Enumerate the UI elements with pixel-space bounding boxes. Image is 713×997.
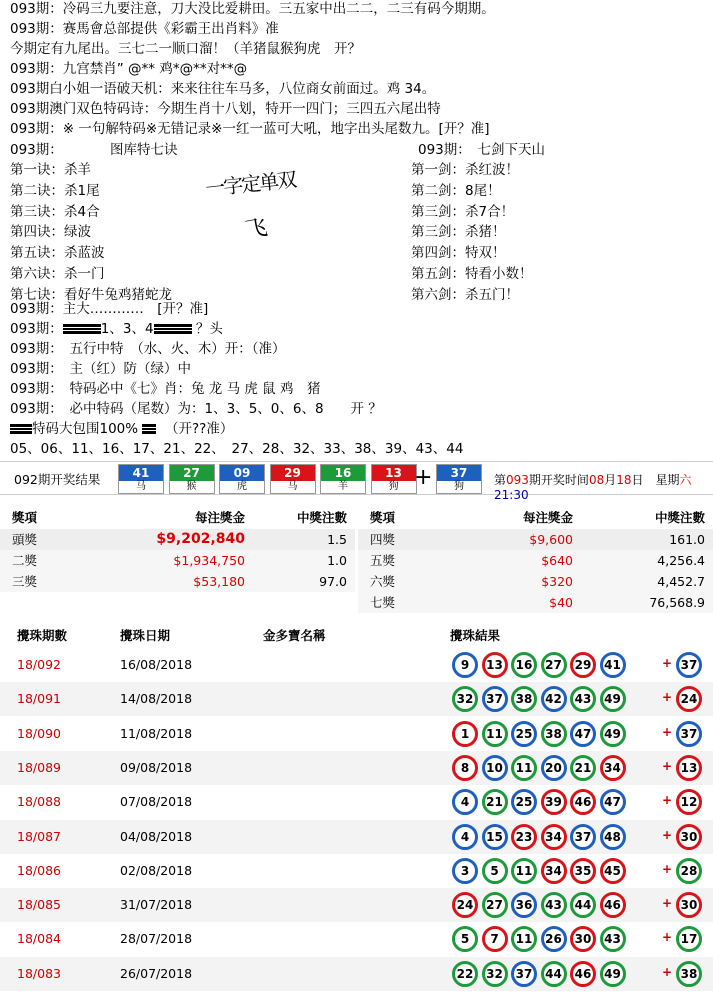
result-ball	[320, 464, 366, 494]
plus-icon: +	[414, 465, 433, 490]
lottery-ball: 1	[452, 721, 478, 747]
table-row	[0, 854, 713, 888]
lottery-ball: 9	[452, 652, 478, 678]
lottery-ball: 47	[600, 789, 626, 815]
lottery-ball: 45	[600, 858, 626, 884]
lottery-ball: 49	[600, 686, 626, 712]
table-row	[0, 785, 713, 819]
right-title: 093期： 七剑下天山	[418, 142, 546, 158]
ball-number: 37	[437, 465, 481, 481]
handwriting-line-1: 一字定单双	[204, 167, 297, 201]
lottery-ball: 49	[600, 721, 626, 747]
prize-count: 97.0	[319, 574, 347, 589]
left-list-item: 第三诀：杀4合	[10, 203, 100, 220]
prize-count: 161.0	[669, 532, 705, 547]
prize-header-row	[0, 507, 355, 528]
special-ball: 30	[676, 824, 702, 850]
header-period: 攪珠期數	[17, 628, 68, 643]
prize-count: 中獎注數	[654, 510, 705, 525]
prize-amount: $9,600	[529, 532, 573, 547]
lottery-ball: 42	[541, 686, 567, 712]
special-ball: 12	[676, 789, 702, 815]
prize-row	[358, 550, 713, 571]
lottery-ball: 43	[600, 926, 626, 952]
lottery-ball: 11	[511, 858, 537, 884]
draw-period: 18/092	[17, 657, 61, 672]
table-row	[0, 648, 713, 682]
ball-number: 41	[119, 465, 163, 481]
ball-zodiac: 狗	[454, 481, 464, 492]
header-jackpot: 金多寶名稱	[263, 628, 326, 643]
lottery-ball: 38	[541, 721, 567, 747]
prize-amount: $9,202,840	[156, 531, 245, 547]
special-ball: 37	[676, 721, 702, 747]
last-result-label: 092期开奖结果	[14, 472, 101, 487]
draw-period: 18/087	[17, 828, 61, 844]
ball-number: 16	[321, 465, 365, 481]
draw-date: 31/07/2018	[120, 897, 193, 913]
prize-row	[0, 571, 355, 592]
bars-middle: 1、3、4	[100, 321, 154, 337]
text-wuxing: 093期： 五行中特 （水、火、木）开：（准）	[10, 341, 286, 357]
lottery-ball: 38	[511, 686, 537, 712]
left-title: 093期： 图库特七诀	[10, 142, 178, 158]
draw-date: 26/07/2018	[120, 965, 193, 981]
lottery-ball: 13	[482, 652, 508, 678]
ball-number: 29	[271, 465, 315, 481]
header-date: 攪珠日期	[120, 628, 171, 643]
special-ball: 28	[676, 858, 702, 884]
left-list-item: 第六诀：杀一门	[10, 266, 105, 282]
plus-icon: +	[662, 793, 673, 808]
lottery-ball: 48	[600, 824, 626, 850]
draw-date: 09/08/2018	[120, 759, 193, 775]
lottery-ball: 34	[600, 755, 626, 781]
lottery-ball: 15	[482, 824, 508, 850]
result-ball	[219, 464, 265, 494]
ball-zodiac: 马	[287, 481, 298, 492]
left-list-item: 第四诀：绿波	[10, 224, 91, 241]
last-result-bar	[0, 461, 713, 502]
lottery-ball: 43	[570, 686, 596, 712]
prize-count: 4,256.4	[657, 553, 705, 568]
plus-icon: +	[662, 690, 673, 705]
ball-zodiac: 羊	[338, 481, 348, 492]
prize-amount: $320	[541, 574, 573, 589]
lottery-ball: 29	[570, 652, 596, 678]
prize-item: 三獎	[12, 574, 38, 589]
prize-amount: $53,180	[193, 574, 245, 589]
bars-decoration	[63, 324, 101, 334]
lottery-ball: 5	[452, 926, 478, 952]
table-row	[0, 888, 713, 922]
prize-count: 4,452.7	[657, 574, 705, 589]
prize-amount: $640	[541, 553, 573, 568]
lottery-ball: 44	[570, 892, 596, 918]
lottery-ball: 24	[452, 892, 478, 918]
lottery-ball: 34	[541, 824, 567, 850]
lottery-ball: 20	[541, 755, 567, 781]
draw-period: 18/086	[17, 862, 61, 878]
lottery-ball: 8	[452, 755, 478, 781]
ball-number: 13	[372, 465, 416, 481]
right-list-item: 第四剑：特双！	[411, 245, 506, 262]
prize-row	[0, 529, 355, 550]
baowei-suffix: （开??准）	[165, 421, 234, 437]
next-draw-info: 第093期开奖时间08月18日 星期六21:30	[494, 473, 692, 502]
text-shengxiao: 093期： 特码必中《七》肖：兔 龙 马 虎 鼠 鸡 猪	[10, 381, 321, 397]
table-row	[0, 717, 713, 751]
draw-period: 18/083	[17, 965, 61, 981]
prize-row	[0, 550, 355, 571]
prize-item: 獎項	[12, 510, 38, 525]
lottery-ball: 46	[570, 789, 596, 815]
ball-zodiac: 猴	[186, 481, 197, 492]
lottery-ball: 41	[600, 652, 626, 678]
text-line-6: 093期澳门双色特码诗：今期生肖十八划，特开一四门；三四五六尾出特	[10, 101, 441, 117]
draw-period: 18/090	[17, 725, 61, 741]
lottery-ball: 11	[511, 755, 537, 781]
right-list-item: 第三剑：杀7合！	[411, 203, 515, 220]
lottery-ball: 21	[570, 755, 596, 781]
left-list-item: 第七诀：看好牛兔鸡猪蛇龙	[10, 286, 172, 303]
ball-zodiac: 马	[136, 481, 146, 492]
text-numbers: 05、06、11、16、17、21、22、 27、28、32、33、38、39、43、44	[10, 441, 464, 457]
draw-period: 18/085	[17, 897, 61, 913]
prize-item: 獎項	[370, 510, 396, 525]
lottery-ball: 46	[570, 961, 596, 987]
lottery-ball: 11	[482, 721, 508, 747]
prize-row	[358, 592, 713, 613]
right-list-item: 第五剑：特看小数！	[411, 266, 533, 282]
special-ball: 37	[676, 652, 702, 678]
lottery-ball: 5	[482, 858, 508, 884]
left-list-item: 第五诀：杀蓝波	[10, 245, 105, 262]
result-ball	[169, 464, 215, 494]
ball-zodiac: 虎	[237, 481, 247, 492]
prize-row	[358, 529, 713, 550]
table-row	[0, 751, 713, 785]
text-line-5: 093期白小姐一语破天机：来来往往车马多，八位商女前面过。鸡 34。	[10, 81, 436, 97]
text-line-7: 093期：※ 一句解特码※无错记录※一红一蓝可大吼，地字出头尾数九。[开？准]	[10, 121, 490, 137]
prize-amount: $40	[549, 595, 573, 610]
prize-row	[358, 571, 713, 592]
left-list-item: 第一诀：杀羊	[10, 162, 91, 178]
right-list-item: 第二剑：8尾！	[411, 182, 501, 199]
draw-date: 14/08/2018	[120, 691, 193, 707]
handwriting-line-2: 飞	[243, 215, 270, 244]
lottery-ball: 4	[452, 789, 478, 815]
lottery-ball: 49	[600, 961, 626, 987]
plus-icon: +	[662, 758, 673, 773]
draw-table-header	[0, 624, 713, 646]
ball-number: 09	[220, 465, 264, 481]
table-row	[0, 820, 713, 854]
text-line-2: 093期：赛馬會总部提供《彩霸王出肖料》准	[10, 21, 279, 37]
lottery-ball: 43	[541, 892, 567, 918]
draw-date: 16/08/2018	[120, 657, 193, 672]
lottery-ball: 10	[482, 755, 508, 781]
bars-decoration	[10, 424, 32, 434]
prize-count: 中獎注數	[296, 510, 347, 525]
lottery-ball: 34	[541, 858, 567, 884]
result-ball	[118, 464, 164, 494]
table-row	[0, 957, 713, 991]
draw-date: 04/08/2018	[120, 828, 193, 844]
table-row	[0, 682, 713, 716]
baowei-text: 特码大包围100%	[32, 421, 139, 437]
table-row	[0, 922, 713, 956]
prize-count: 76,568.9	[649, 595, 705, 610]
text-line-4: 093期：九宫禁肖” @** 鸡*@**对**@	[10, 61, 248, 77]
left-list-item: 第二诀：杀1尾	[10, 182, 100, 199]
prize-header-row	[358, 507, 713, 528]
right-list-item: 第一剑：杀红波！	[411, 162, 519, 178]
ball-zodiac: 狗	[388, 481, 399, 492]
bars-decoration	[142, 424, 156, 434]
lottery-ball: 7	[482, 926, 508, 952]
right-list-item: 第六剑：杀五门！	[411, 286, 519, 303]
plus-icon: +	[662, 656, 673, 670]
lottery-ball: 26	[541, 926, 567, 952]
right-list-item: 第三剑：杀猪！	[411, 224, 506, 241]
bars-prefix: 093期：	[10, 321, 63, 337]
text-bars-line	[10, 320, 223, 339]
lottery-ball: 30	[570, 926, 596, 952]
lottery-ball: 27	[482, 892, 508, 918]
lottery-ball: 37	[482, 686, 508, 712]
lottery-ball: 25	[511, 789, 537, 815]
prize-item: 四獎	[370, 532, 396, 547]
text-line-1: 093期：冷码三九要注意，刀大没比爱耕田。三五家中出二二，二三有码今期期。	[10, 1, 495, 17]
prize-item: 頭獎	[12, 532, 38, 547]
lottery-ball: 46	[600, 892, 626, 918]
lottery-ball: 47	[570, 721, 596, 747]
plus-icon: +	[662, 964, 673, 979]
lottery-ball: 11	[511, 926, 537, 952]
lottery-ball: 37	[570, 824, 596, 850]
prize-amount: 每注獎金	[522, 510, 573, 525]
text-bo: 093期： 主（红）防（绿）中	[10, 361, 192, 377]
draw-date: 11/08/2018	[120, 725, 193, 741]
special-ball: 17	[676, 926, 702, 952]
text-line-3: 今期定有九尾出。三七二一顺口溜！（羊猪鼠猴狗虎 开？	[10, 41, 361, 57]
text-weishu: 093期： 必中特码（尾数）为：1、3、5、0、6、8 开 ？	[10, 401, 382, 417]
lottery-ball: 21	[482, 789, 508, 815]
text-main: 093期：主大………… [开？准]	[10, 301, 209, 317]
plus-icon: +	[662, 930, 673, 945]
prize-item: 五獎	[370, 553, 396, 568]
lottery-ball: 27	[541, 652, 567, 678]
lottery-ball: 32	[482, 961, 508, 987]
prize-count: 1.5	[327, 532, 347, 547]
plus-icon: +	[662, 827, 673, 842]
lottery-ball: 36	[511, 892, 537, 918]
draw-date: 02/08/2018	[120, 862, 193, 878]
draw-period: 18/089	[17, 759, 61, 775]
special-ball: 24	[676, 686, 702, 712]
lottery-ball: 25	[511, 721, 537, 747]
lottery-ball: 37	[511, 961, 537, 987]
draw-period: 18/084	[17, 931, 61, 947]
prize-item: 七獎	[370, 595, 396, 610]
lottery-ball: 39	[541, 789, 567, 815]
draw-period: 18/091	[17, 691, 61, 707]
lottery-ball: 3	[452, 858, 478, 884]
draw-date: 28/07/2018	[120, 931, 193, 947]
prize-amount: $1,934,750	[173, 553, 245, 568]
special-ball: 38	[676, 961, 702, 987]
lottery-ball: 32	[452, 686, 478, 712]
special-ball	[436, 464, 482, 494]
bars-decoration	[154, 324, 192, 334]
plus-icon: +	[662, 861, 673, 876]
ball-number: 27	[170, 465, 214, 481]
prize-item: 六獎	[370, 574, 396, 589]
special-ball: 30	[676, 892, 702, 918]
lottery-ball: 22	[452, 961, 478, 987]
text-baowei	[10, 420, 233, 439]
prize-count: 1.0	[327, 553, 347, 568]
special-ball: 13	[676, 755, 702, 781]
draw-date: 07/08/2018	[120, 794, 193, 810]
draw-period: 18/088	[17, 794, 61, 810]
lottery-ball: 4	[452, 824, 478, 850]
prize-item: 二獎	[12, 553, 38, 568]
lottery-ball: 44	[541, 961, 567, 987]
header-result: 攪珠結果	[450, 628, 501, 643]
result-ball	[270, 464, 316, 494]
result-ball	[371, 464, 417, 494]
lottery-ball: 16	[511, 652, 537, 678]
lottery-ball: 35	[570, 858, 596, 884]
prize-amount: 每注獎金	[194, 510, 245, 525]
plus-icon: +	[662, 724, 673, 739]
bars-suffix: ？头	[195, 321, 223, 337]
lottery-ball: 23	[511, 824, 537, 850]
plus-icon: +	[662, 896, 673, 911]
